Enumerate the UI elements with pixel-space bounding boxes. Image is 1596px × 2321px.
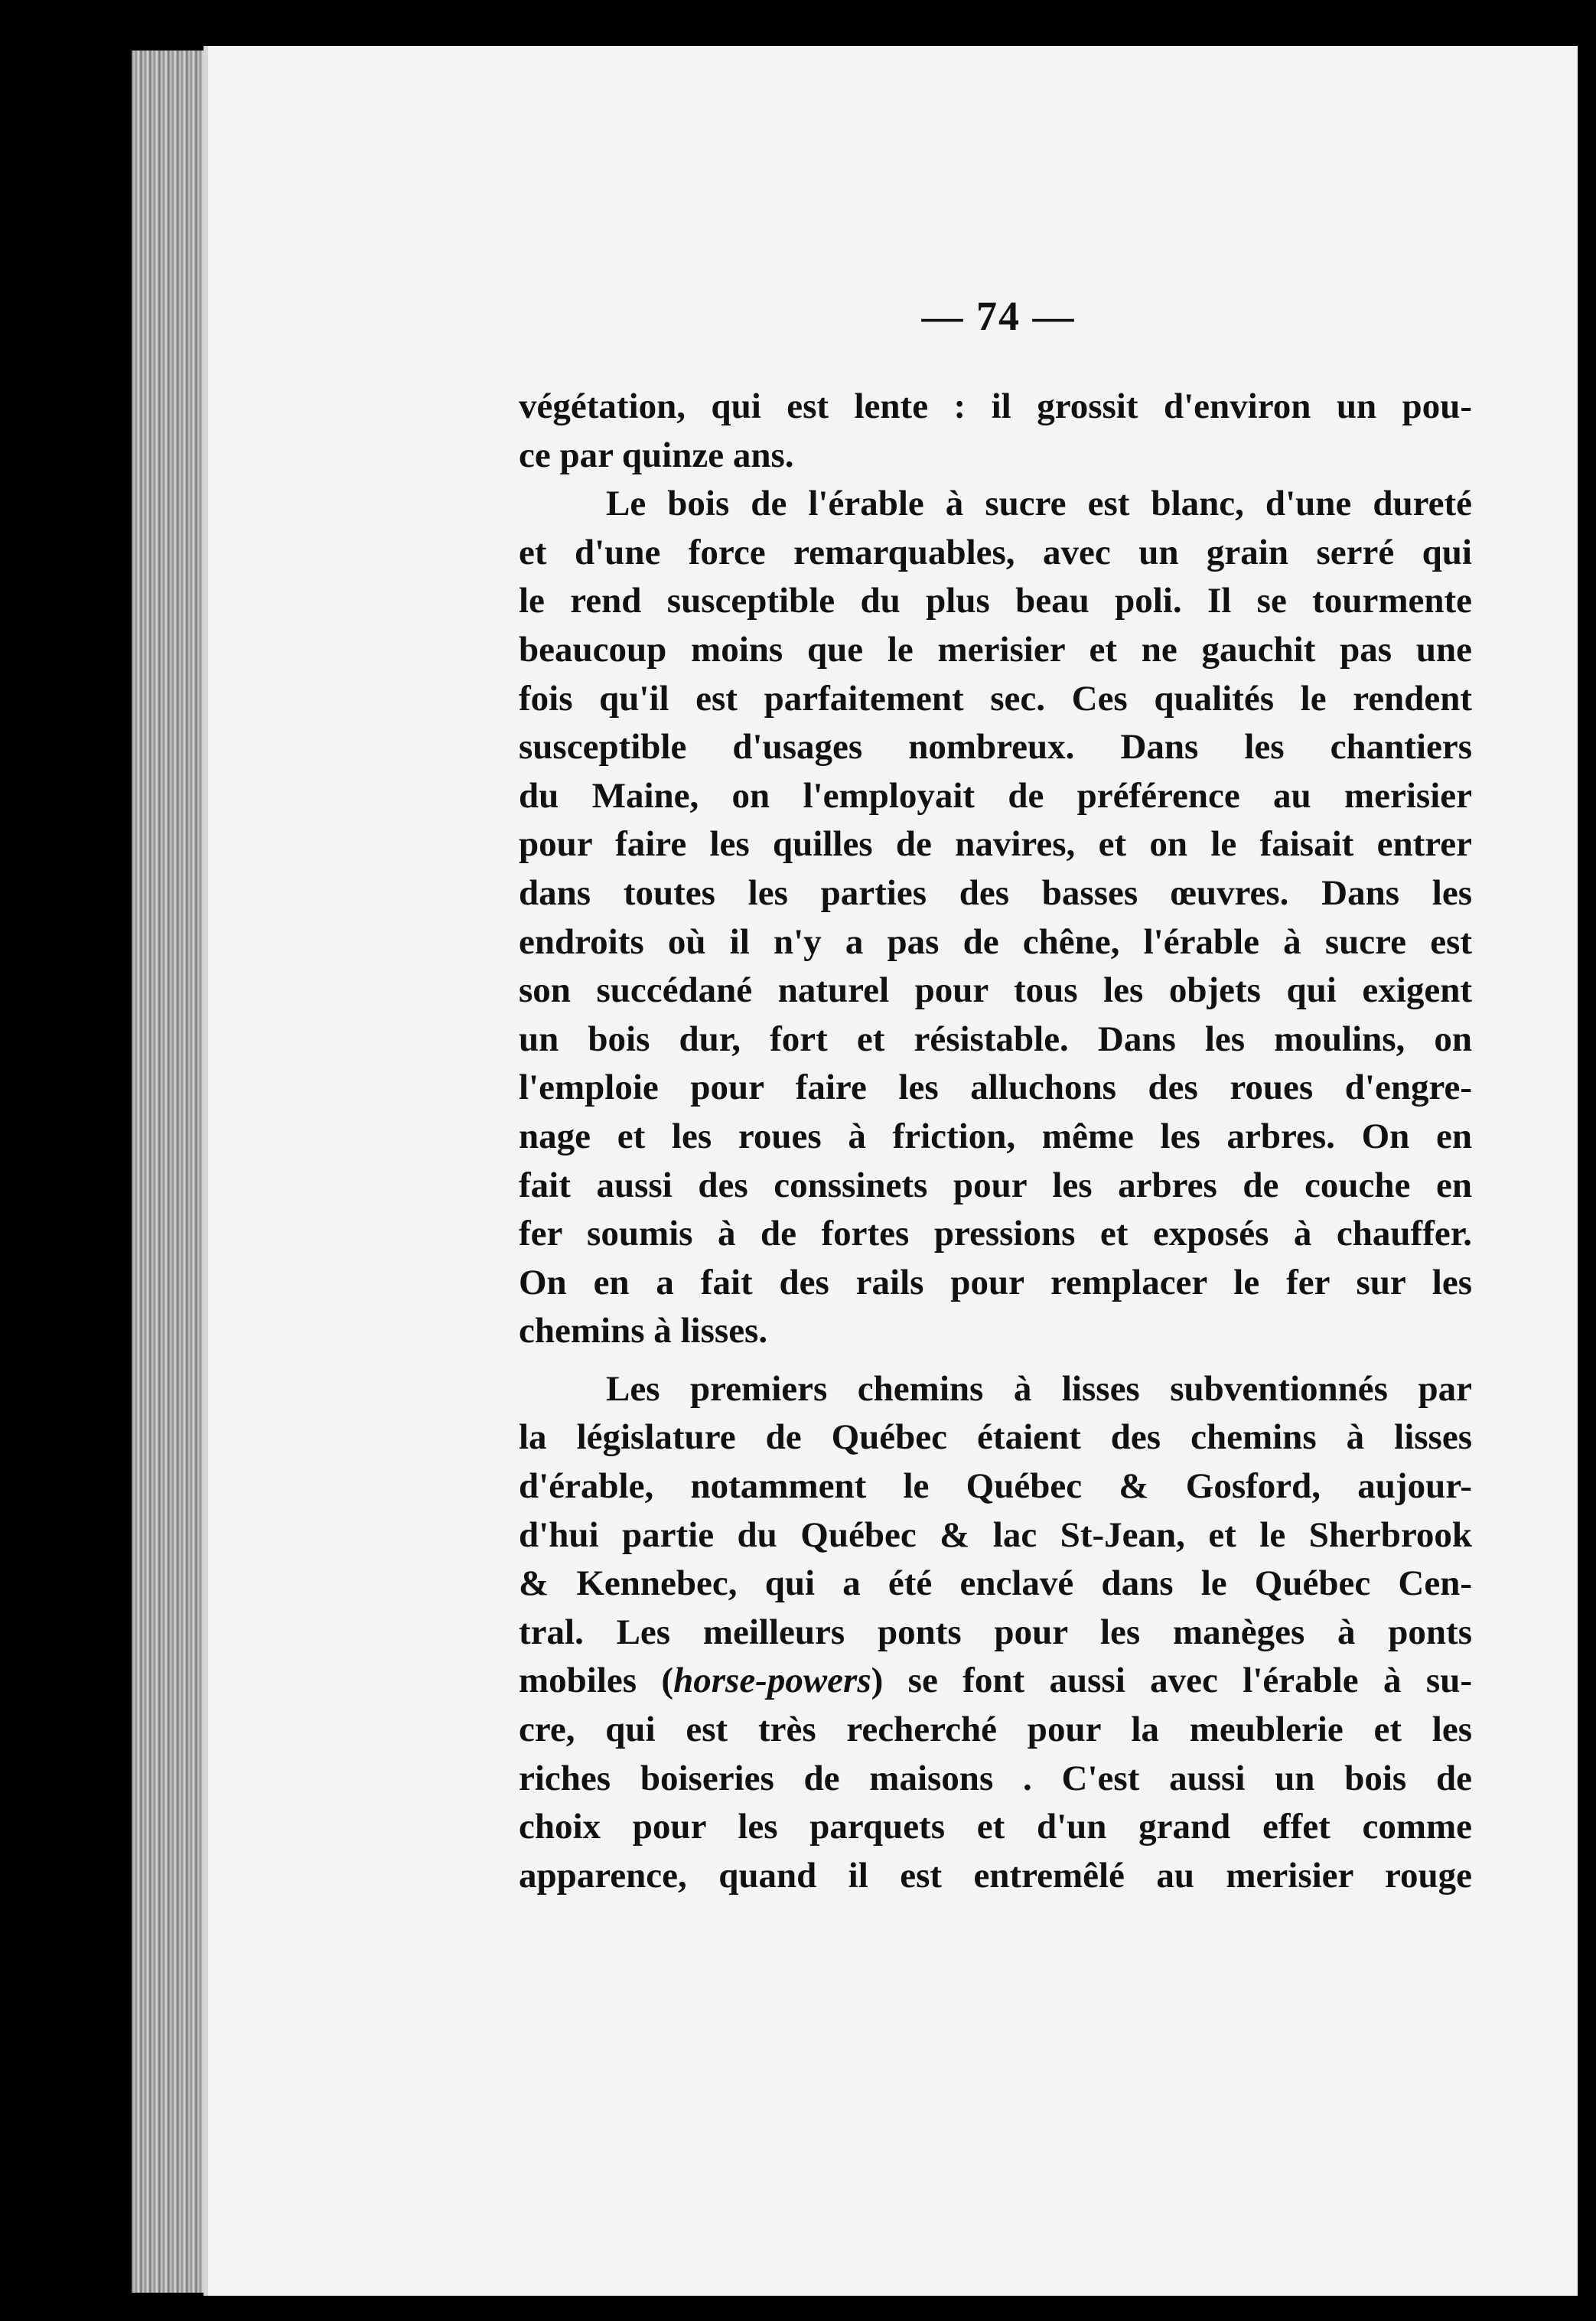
paragraph-3	[519, 1365, 1472, 1901]
text-line: tral. Les meilleurs ponts pour les manèges à ponts	[519, 1612, 1472, 1652]
text-line: riches boiseries de maisons . C'est aussi un bois de	[519, 1758, 1472, 1798]
text-line: végétation, qui est lente : il grossit d'environ un pou-	[519, 386, 1472, 426]
text-line: nage et les roues à friction, même les arbres. On en	[519, 1116, 1472, 1156]
text-line: cre, qui est très recherché pour la meublerie et les	[519, 1710, 1472, 1750]
text-line: ce par quinze ans.	[519, 435, 794, 475]
text-line: apparence, quand il est entremêlé au merisier rouge	[519, 1855, 1472, 1896]
paragraph-2	[519, 480, 1472, 1356]
text-line: et d'une force remarquables, avec un grain serré qui	[519, 532, 1472, 572]
text-line: Le bois de l'érable à sucre est blanc, d'une dureté	[606, 484, 1472, 524]
text-line: fer soumis à de fortes pressions et exposés à chauffer.	[519, 1214, 1472, 1254]
text-line: fois qu'il est parfaitement sec. Ces qualités le rendent	[519, 678, 1472, 719]
text-line: beaucoup moins que le merisier et ne gauchit pas une	[519, 629, 1472, 670]
text-segment: ) se font aussi avec l'érable à su-	[871, 1661, 1472, 1701]
italic-term: horse-powers	[673, 1661, 871, 1701]
text-line: dans toutes les parties des basses œuvres. Dans les	[519, 872, 1472, 913]
text-line: fait aussi des conssinets pour les arbres de couche en	[519, 1165, 1472, 1205]
text-line: du Maine, on l'employait de préférence au merisier	[519, 775, 1472, 816]
text-line: & Kennebec, qui a été enclavé dans le Québec Cen-	[519, 1563, 1472, 1604]
book-page-edge	[132, 51, 214, 2293]
paragraph-1	[519, 383, 1472, 480]
text-line: la législature de Québec étaient des chemins à lisses	[519, 1417, 1472, 1458]
paragraph-spacer	[519, 1356, 1472, 1365]
text-line: susceptible d'usages nombreux. Dans les chantiers	[519, 727, 1472, 768]
text-line-with-italic	[519, 1657, 1472, 1706]
text-line: son succédané naturel pour tous les objets qui exigent	[519, 970, 1472, 1011]
text-line: pour faire les quilles de navires, et on le faisait entrer	[519, 824, 1472, 865]
text-line: chemins à lisses.	[519, 1311, 768, 1351]
text-segment: mobiles (	[519, 1661, 674, 1701]
text-line: d'érable, notamment le Québec & Gosford, aujour-	[519, 1466, 1472, 1507]
text-line: d'hui partie du Québec & lac St-Jean, et le Sherbrook	[519, 1514, 1472, 1555]
text-line: Les premiers chemins à lisses subventionnés par	[606, 1368, 1472, 1409]
body-text	[519, 383, 1472, 1900]
text-line: l'emploie pour faire les alluchons des roues d'engre-	[519, 1068, 1472, 1108]
text-line: un bois dur, fort et résistable. Dans les moulins, on	[519, 1019, 1472, 1059]
text-line: On en a fait des rails pour remplacer le fer sur les	[519, 1262, 1472, 1302]
text-line: choix pour les parquets et d'un grand effet comme	[519, 1807, 1472, 1847]
text-line: le rend susceptible du plus beau poli. Il se tourmente	[519, 581, 1472, 621]
page-number: — 74 —	[921, 293, 1076, 339]
text-line: endroits où il n'y a pas de chêne, l'érable à sucre est	[519, 921, 1472, 962]
